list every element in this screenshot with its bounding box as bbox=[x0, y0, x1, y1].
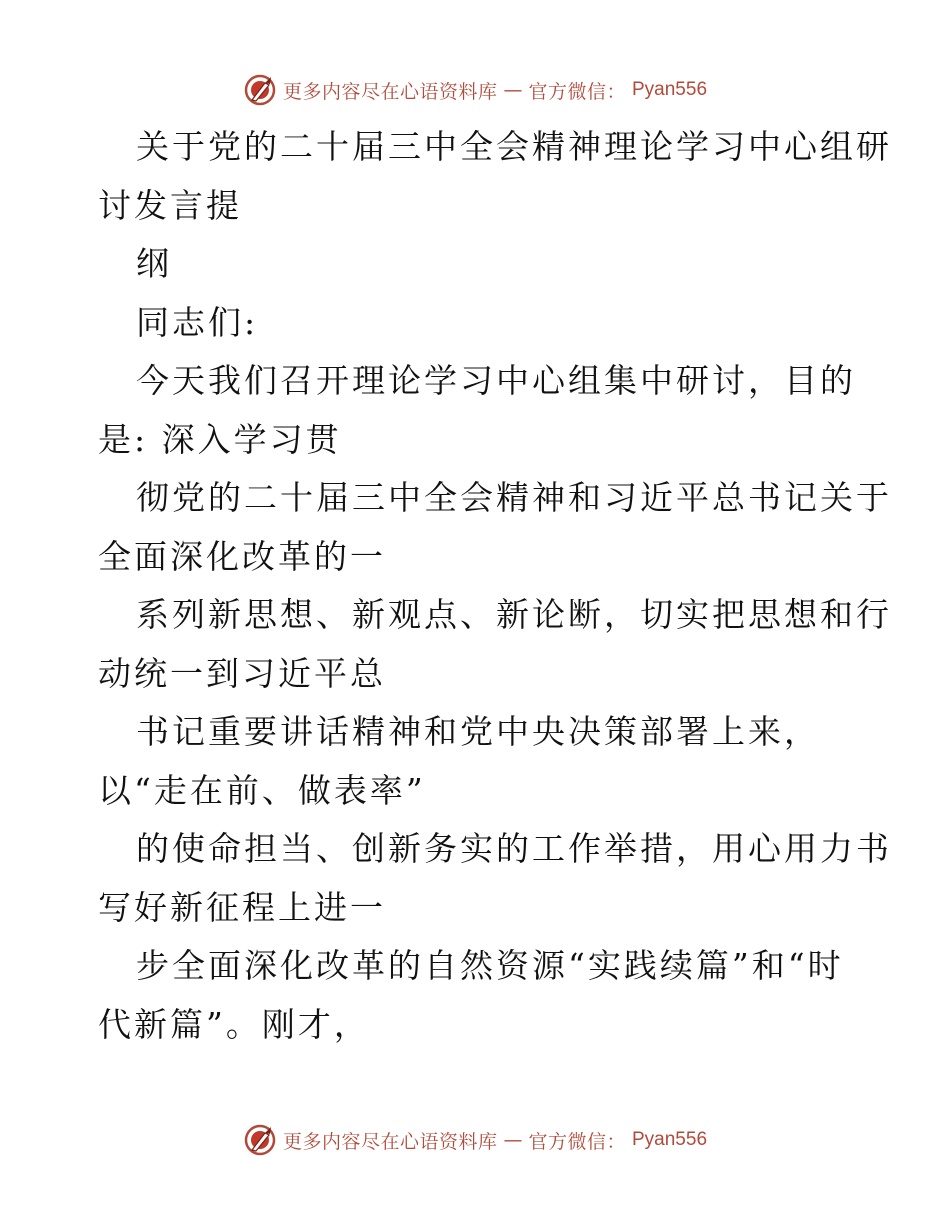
watermark-wechat-label: 官方微信： bbox=[528, 1130, 626, 1153]
header-watermark bbox=[0, 70, 950, 110]
paragraph-line: 代新篇”。刚才， bbox=[98, 1004, 370, 1044]
salutation: 同志们: bbox=[136, 302, 259, 342]
paragraph-line: 今天我们召开理论学习中心组集中研讨，目的 bbox=[136, 361, 856, 400]
watermark-brand-text: 更多内容尽在心语资料库 bbox=[282, 80, 498, 103]
paragraph-line: 以“走在前、做表率” bbox=[98, 770, 426, 810]
quill-pen-logo-icon bbox=[243, 73, 277, 107]
document-body bbox=[98, 118, 892, 1054]
paragraph-line: 全面深化改革的一 bbox=[98, 536, 386, 576]
quill-pen-logo-icon bbox=[243, 1123, 277, 1157]
paragraph-line: 书记重要讲话精神和党中央决策部署上来， bbox=[136, 712, 820, 751]
paragraph-line: 写好新征程上进一 bbox=[98, 887, 386, 927]
paragraph-line: 动统一到习近平总 bbox=[98, 653, 386, 693]
paragraph-line: 彻党的二十届三中全会精神和习近平总书记关于 bbox=[136, 478, 892, 517]
watermark-separator: — bbox=[503, 79, 523, 101]
watermark-wechat-id: Pyan556 bbox=[632, 1129, 708, 1150]
paragraph-line: 的使命担当、创新务实的工作举措，用心用力书 bbox=[136, 829, 892, 868]
title-line-3: 纲 bbox=[136, 244, 172, 283]
watermark-brand-text: 更多内容尽在心语资料库 bbox=[282, 1130, 498, 1153]
watermark-wechat-label: 官方微信： bbox=[528, 80, 626, 103]
watermark-wechat-id: Pyan556 bbox=[632, 79, 708, 100]
title-line-1: 关于党的二十届三中全会精神理论学习中心组研 bbox=[136, 127, 892, 166]
paragraph-line: 是: 深入学习贯 bbox=[98, 419, 342, 459]
paragraph-line: 系列新思想、新观点、新论断，切实把思想和行 bbox=[136, 595, 892, 634]
paragraph-line: 步全面深化改革的自然资源“实践续篇”和“时 bbox=[136, 946, 844, 985]
footer-watermark bbox=[0, 1120, 950, 1160]
watermark-separator: — bbox=[503, 1129, 523, 1151]
title-line-2: 讨发言提 bbox=[98, 185, 242, 225]
